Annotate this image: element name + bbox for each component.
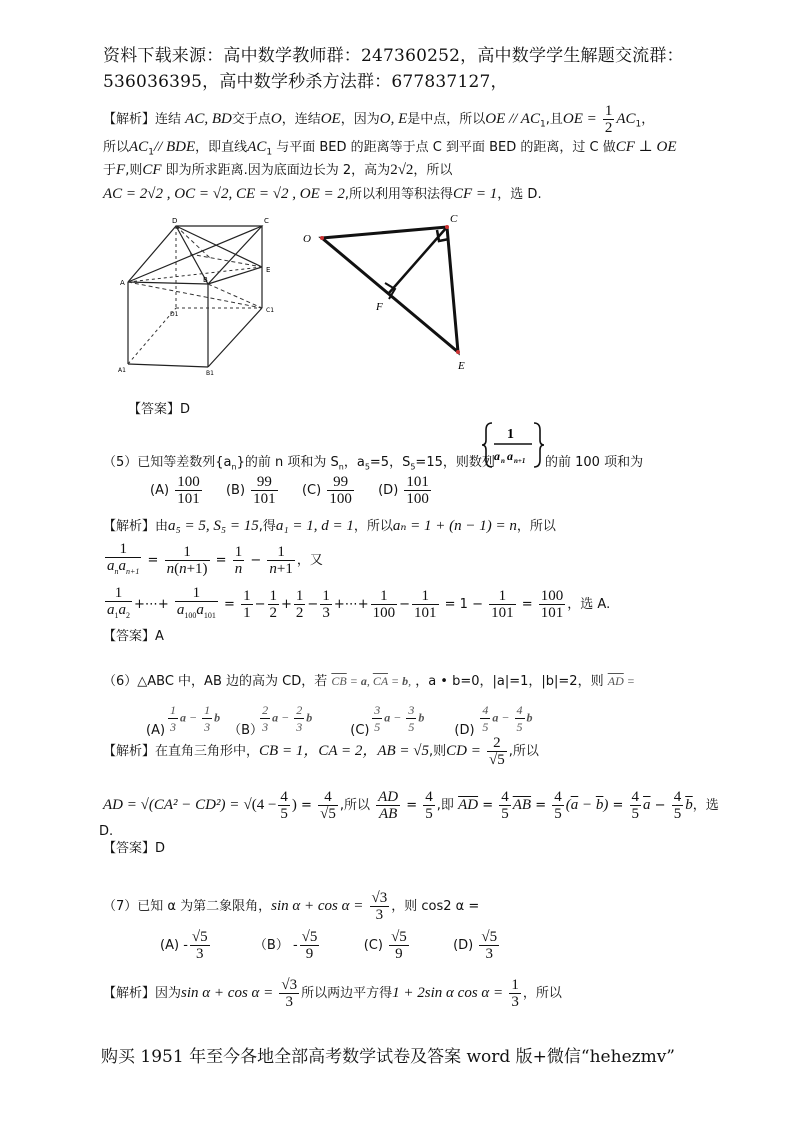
svg-text:1: 1 (507, 427, 514, 442)
q5-solution-line-2: $\frac{1}{a_na_{n+1}}$ = $\frac{1}{n(n+1)}$ = $\frac{1}{n}$ − $\frac{1}{n+1}$ ，又 (107, 541, 323, 577)
label-A: A (120, 279, 125, 287)
triangle-figure (300, 205, 485, 375)
q5-option-d: $\frac{101}{100}$ (406, 474, 429, 507)
label-B1: B1 (206, 370, 214, 377)
q4-analysis-line-1: 【解析】连结 AC, BD交于点O，连结OE，因为O, E是中点，所以OE // $AC_1$,且OE = $\frac{1}{2}$ $AC_1$， (103, 103, 655, 136)
q6-options: (A) $\frac{1}{3}$ a − $\frac{1}{3}$ b （B） $\frac{2}{3}$ a − $\frac{2}{3}$ b (C) $\frac{3}{5}$ a − $\frac{3}{5}$ b (D) $\frac{4}{5}$ a − $\frac{4}{5}$ b (146, 703, 533, 738)
footer-text: 购买 1951 年至今各地全部高考数学试卷及答案 word 版+微信“hehezmv” (101, 1047, 675, 1067)
label-F: F (376, 301, 383, 313)
q6-solution-line-1: 【解析】在直角三角形中，CB = 1，CA = 2，AB = √5,则CD = $\frac{2}{√5}$ ,所以 (103, 735, 539, 768)
label-C-tri: C (450, 213, 458, 225)
q5-option-a: $\frac{100}{101}$ (177, 474, 200, 507)
q6-option-d: $\frac{4}{5}$ a − $\frac{4}{5}$ b (482, 703, 533, 734)
q6-stem: （6）△ABC 中，AB 边的高为 CD，若 $\overline{CB} = a$, $\overline{CA} = b$, ，a • b=0，|a|=1，|b|=2，则 $\overline{AD}$ = (103, 674, 635, 689)
q5-stem-tail: 的前 100 项和为 (545, 455, 644, 470)
q7-stem: （7）已知 α 为第二象限角，sin α + cos α = $\frac{√3}{3}$ ，则 cos2 α = (103, 890, 480, 923)
svg-text:a: a (494, 449, 500, 463)
q6-option-b: $\frac{2}{3}$ a − $\frac{2}{3}$ b (262, 703, 313, 734)
q4-analysis-line-2: 所以$AC_1//$ BDE，即直线$AC_1$ 与平面 BED 的距离等于点 C 到平面 BED 的距离，过 C 做CF ⊥ OE (103, 139, 677, 158)
q7-option-a: $\frac{√5}{3}$ (191, 929, 208, 962)
label-E-tri: E (458, 360, 465, 372)
q5-sequence-expression (482, 420, 544, 470)
q5-solution-line-1: 【解析】由a₅ = 5, S₅ = 15,得a₁ = 1, d = 1，所以aₙ = 1 + (n − 1) = n，所以 (103, 518, 556, 534)
label-O: O (303, 233, 311, 245)
fraction-half: $\frac{1}{2}$ (604, 103, 613, 136)
header-line-2: 536036395，高中数学秒杀方法群：677837127， (103, 72, 508, 92)
q7-solution: 【解析】因为sin α + cos α = $\frac{√3}{3}$ 所以两边平方得1 + 2sin α cos α = $\frac{1}{3}$ ，所以 (103, 977, 562, 1010)
label-D1: D1 (170, 311, 179, 318)
q7-option-c: $\frac{√5}{9}$ (391, 929, 407, 962)
q6-option-a: $\frac{1}{3}$ a − $\frac{1}{3}$ b (170, 703, 221, 734)
label-D: D (172, 217, 178, 225)
label-C1: C1 (266, 307, 275, 314)
cube-figure (110, 212, 285, 380)
q6-solution-line-2: AD = √(CA² − CD²) = √(4 − $\frac{4}{5}$ ) = $\frac{4}{√5}$ ,所以 $\frac{AD}{AB}$ = $\frac{4}{5}$ ,即 $\overline{AD}$ = $\frac{4}{5}$ $\overline{AB}$ = $\frac{4}{5}$ $(\overline{a} - \overline{b})$ = $\frac{4}{5}$ $\overline{a}$ − $\frac{4}{5}$ $\overline{b}$，选 (103, 789, 719, 822)
q5-solution-line-3: $\frac{1}{a_1a_2}$ +⋯+ $\frac{1}{a_{100}a_{101}}$ = $\frac{1}{1}$ − $\frac{1}{2}$ + $\frac{1}{2}$ − $\frac{1}{3}$ +⋯+ $\frac{1}{100}$ − $\frac{1}{101}$ = 1 − $\frac{1}{101}$ = $\frac{100}{101}$ ，选 A. (107, 585, 611, 621)
label-B: B (203, 276, 208, 284)
q7-option-d: $\frac{√5}{3}$ (481, 929, 498, 962)
q5-option-b: $\frac{99}{101}$ (253, 474, 276, 507)
svg-text:a: a (507, 449, 513, 463)
q4-analysis-line-4: AC = 2√2 , OC = √2, CE = √2 , OE = 2,所以利用等积法得CF = 1，选 D. (103, 186, 542, 202)
q6-solution-line-3: D. (99, 824, 114, 839)
q4-analysis-line-3: 于F,则CF 即为所求距离.因为底面边长为 2，高为2√2，所以 (103, 162, 453, 178)
header-line-1: 资料下载来源：高中数学教师群：247360252，高中数学学生解题交流群： (103, 46, 684, 66)
label-C: C (264, 217, 269, 225)
q5-option-c: $\frac{99}{100}$ (329, 474, 352, 507)
label-E: E (266, 266, 271, 274)
q5-answer: 【答案】A (103, 629, 164, 644)
q5-options: (A) $\frac{100}{101}$ (B) $\frac{99}{101}$ (C) $\frac{99}{100}$ (D) $\frac{101}{100}$ (150, 474, 429, 507)
label-A1: A1 (118, 367, 126, 374)
q6-answer: 【答案】D (103, 841, 166, 856)
q5-stem: （5）已知等差数列$\{a_n\}$的前 n 项和为 $S_n$，$a_5=5$，$S_5=15$，则数列 (103, 455, 495, 472)
q7-option-b: $\frac{√5}{9}$ (301, 929, 318, 962)
q7-options: (A) - $\frac{√5}{3}$ （B） - $\frac{√5}{9}$ (C) $\frac{√5}{9}$ (D) $\frac{√5}{3}$ (160, 929, 498, 962)
svg-text:n: n (501, 457, 505, 465)
q4-answer: 【答案】D (128, 402, 191, 417)
svg-text:n+1: n+1 (514, 457, 526, 465)
q6-option-c: $\frac{3}{5}$ a − $\frac{3}{5}$ b (374, 703, 425, 734)
